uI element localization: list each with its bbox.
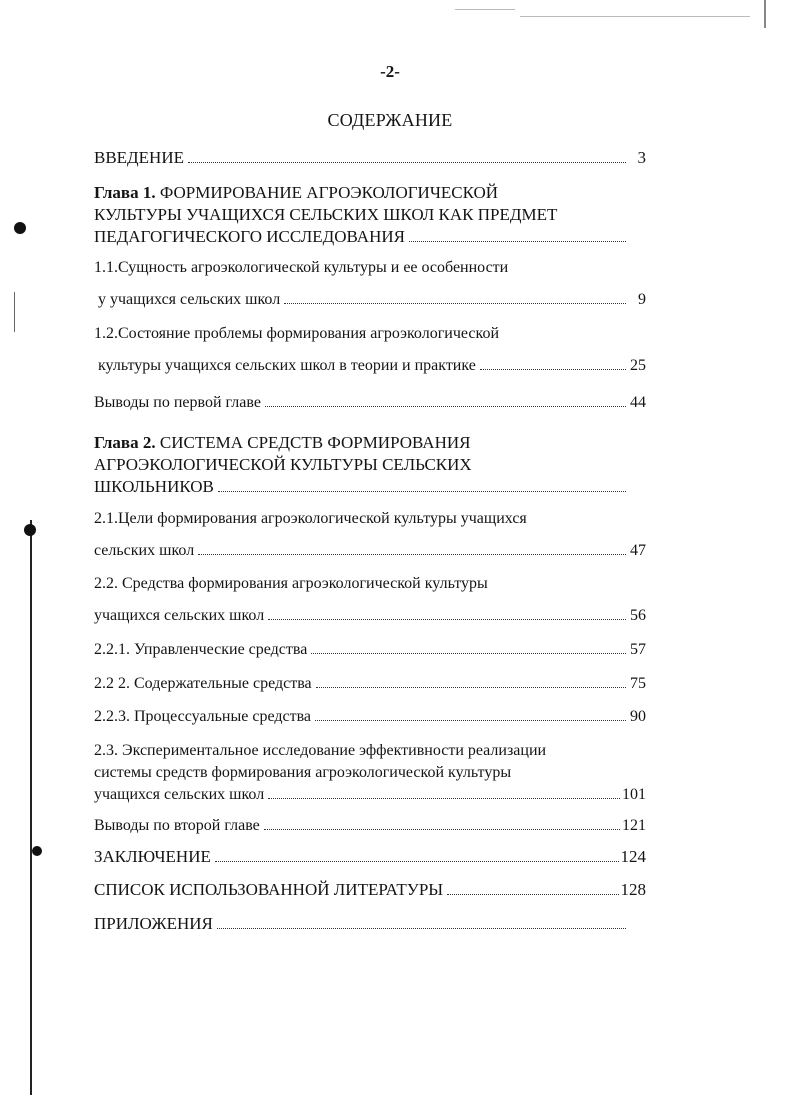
toc-entry-title: системы средств формирования агроэкологической культуры	[94, 764, 512, 781]
toc-entry-title: 2.1.Цели формирования агроэкологической культуры учащихся	[94, 510, 527, 527]
toc-entry-intro[interactable]	[94, 147, 646, 169]
leader-dots	[188, 162, 626, 163]
toc-entry-page: 101	[622, 786, 646, 803]
leader-dots	[265, 406, 626, 407]
chapter-title-line: ФОРМИРОВАНИЕ АГРОЭКОЛОГИЧЕСКОЙ	[159, 183, 499, 202]
scan-line	[520, 16, 750, 17]
scan-edge	[764, 0, 766, 28]
leader-dots	[315, 720, 626, 721]
leader-dots	[284, 303, 626, 304]
toc-entry-page: 56	[630, 607, 646, 624]
toc-entry-appendices[interactable]	[94, 913, 646, 935]
toc-entry-title: Выводы по второй главе	[94, 817, 260, 834]
toc-entry-chapter-1[interactable]	[94, 182, 646, 248]
leader-dots	[215, 861, 619, 862]
page-number: -2-	[380, 62, 400, 81]
toc-entry-conclusion[interactable]	[94, 846, 646, 868]
scan-line	[455, 9, 515, 10]
toc-entry-page: 47	[630, 542, 646, 559]
toc-entry-references[interactable]	[94, 879, 646, 901]
toc-entry-page: 128	[620, 880, 646, 899]
chapter-title-line: ШКОЛЬНИКОВ	[94, 477, 214, 496]
toc-entry-page: 90	[630, 708, 646, 725]
ink-blot	[14, 222, 26, 234]
toc-entry-title: 2.3. Экспериментальное исследование эффективности реализации	[94, 742, 547, 759]
toc-entry-title: 1.2.Состояние проблемы формирования агроэкологической	[94, 325, 499, 342]
scan-edge	[14, 292, 15, 332]
chapter-label: Глава 1.	[94, 183, 156, 202]
leader-dots	[264, 829, 620, 830]
toc-entry-title: 2.2 2. Содержательные средства	[94, 675, 312, 692]
toc-entry-1-1[interactable]	[94, 257, 646, 311]
toc-entry-title: учащихся сельских школ	[94, 786, 265, 803]
toc-entry-title: учащихся сельских школ	[94, 607, 265, 624]
toc-entry-page: 3	[637, 148, 646, 167]
toc-entry-2-1[interactable]	[94, 508, 646, 562]
toc-entry-title: ЗАКЛЮЧЕНИЕ	[94, 847, 211, 866]
toc-entry-title: сельских школ	[94, 542, 195, 559]
toc-entry-page: 44	[630, 394, 646, 411]
ink-blot	[24, 524, 36, 536]
toc-entry-conclusions-2[interactable]	[94, 815, 646, 837]
toc-entry-page: 121	[622, 817, 646, 834]
toc-entry-page: 25	[630, 357, 646, 374]
chapter-title-line: СИСТЕМА СРЕДСТВ ФОРМИРОВАНИЯ	[159, 433, 471, 452]
chapter-label: Глава 2.	[94, 433, 156, 452]
toc-entry-title: 2.2.3. Процессуальные средства	[94, 708, 312, 725]
toc-entry-conclusions-1[interactable]	[94, 392, 646, 414]
toc-entry-title: 1.1.Сущность агроэкологической культуры и ее особенности	[94, 259, 509, 276]
toc-entry-title: ВВЕДЕНИЕ	[94, 148, 184, 167]
toc-entry-1-2[interactable]	[94, 323, 646, 377]
leader-dots	[218, 491, 626, 492]
toc-entry-chapter-2[interactable]	[94, 432, 646, 498]
toc-entry-2-2[interactable]	[94, 573, 646, 627]
chapter-title-line: КУЛЬТУРЫ УЧАЩИХСЯ СЕЛЬСКИХ ШКОЛ КАК ПРЕДМЕТ	[94, 205, 558, 224]
toc-entry-2-2-3[interactable]	[94, 706, 646, 728]
toc-entry-page: 57	[630, 641, 646, 658]
toc-entry-title: культуры учащихся сельских школ в теории и практике	[98, 357, 476, 374]
scan-edge	[30, 520, 32, 1095]
toc-entry-title: СПИСОК ИСПОЛЬЗОВАННОЙ ЛИТЕРАТУРЫ	[94, 880, 444, 899]
leader-dots	[447, 894, 618, 895]
leader-dots	[316, 687, 626, 688]
contents-title: СОДЕРЖАНИЕ	[327, 110, 453, 130]
chapter-title-line: АГРОЭКОЛОГИЧЕСКОЙ КУЛЬТУРЫ СЕЛЬСКИХ	[94, 455, 472, 474]
toc-entry-title: 2.2.1. Управленческие средства	[94, 641, 308, 658]
leader-dots	[268, 619, 626, 620]
leader-dots	[198, 554, 626, 555]
ink-blot	[32, 846, 42, 856]
toc-entry-title: 2.2. Средства формирования агроэкологической культуры	[94, 575, 488, 592]
leader-dots	[311, 653, 626, 654]
toc-entry-page: 75	[630, 675, 646, 692]
toc-entry-title: ПРИЛОЖЕНИЯ	[94, 914, 213, 933]
toc-entry-page: 9	[638, 291, 646, 308]
toc-entry-2-2-1[interactable]	[94, 639, 646, 661]
chapter-title-line: ПЕДАГОГИЧЕСКОГО ИССЛЕДОВАНИЯ	[94, 227, 405, 246]
toc-entry-page: 124	[620, 847, 646, 866]
toc-entry-2-2-2[interactable]	[94, 673, 646, 695]
toc-entry-2-3[interactable]	[94, 740, 646, 806]
toc-entry-title: у учащихся сельских школ	[98, 291, 281, 308]
leader-dots	[480, 369, 626, 370]
leader-dots	[409, 241, 626, 242]
leader-dots	[217, 928, 626, 929]
leader-dots	[268, 798, 620, 799]
toc-entry-title: Выводы по первой главе	[94, 394, 261, 411]
